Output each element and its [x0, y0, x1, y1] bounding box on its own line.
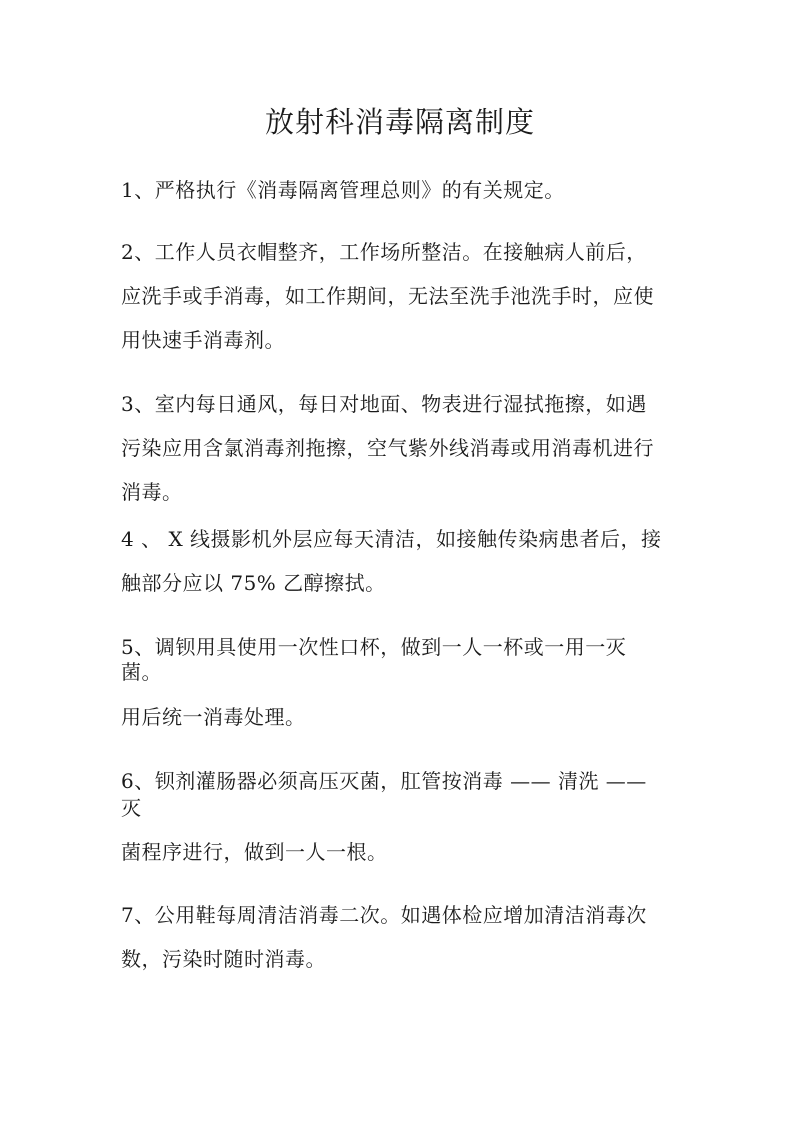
rule-5-line-2: 菌。	[121, 660, 162, 684]
rule-3-line-2: 污染应用含氯消毒剂拖擦，空气紫外线消毒或用消毒机进行	[121, 436, 654, 460]
rule-6-line-1: 6、钡剂灌肠器必须高压灭菌，肛管按消毒 —— 清洗 ——	[121, 769, 647, 793]
rule-4-line-2: 触部分应以 75% 乙醇擦拭。	[121, 571, 386, 595]
rule-6-line-2: 灭	[121, 796, 142, 820]
rule-5-line-3: 用后统一消毒处理。	[121, 705, 306, 729]
rule-7-line-2: 数，污染时随时消毒。	[121, 947, 326, 971]
rule-2-line-1: 2、工作人员衣帽整齐，工作场所整洁。在接触病人前后，	[121, 240, 647, 264]
rule-3-line-3: 消毒。	[121, 480, 183, 504]
rule-2-line-2: 应洗手或手消毒，如工作期间，无法至洗手池洗手时，应使	[121, 284, 654, 308]
rule-5-line-1: 5、调钡用具使用一次性口杯，做到一人一杯或一用一灭	[121, 635, 627, 659]
rule-6-line-3: 菌程序进行，做到一人一根。	[121, 840, 388, 864]
document-title: 放射科消毒隔离制度	[264, 105, 535, 139]
rule-4-line-1: 4 、 X 线摄影机外层应每天清洁，如接触传染病患者后，接	[121, 527, 662, 551]
rule-1-line-1: 1、严格执行《消毒隔离管理总则》的有关规定。	[121, 178, 565, 202]
rule-7-line-1: 7、公用鞋每周清洁消毒二次。如遇体检应增加清洁消毒次	[121, 903, 647, 927]
rule-2-line-3: 用快速手消毒剂。	[121, 328, 285, 352]
rule-3-line-1: 3、室内每日通风，每日对地面、物表进行湿拭拖擦，如遇	[121, 392, 647, 416]
